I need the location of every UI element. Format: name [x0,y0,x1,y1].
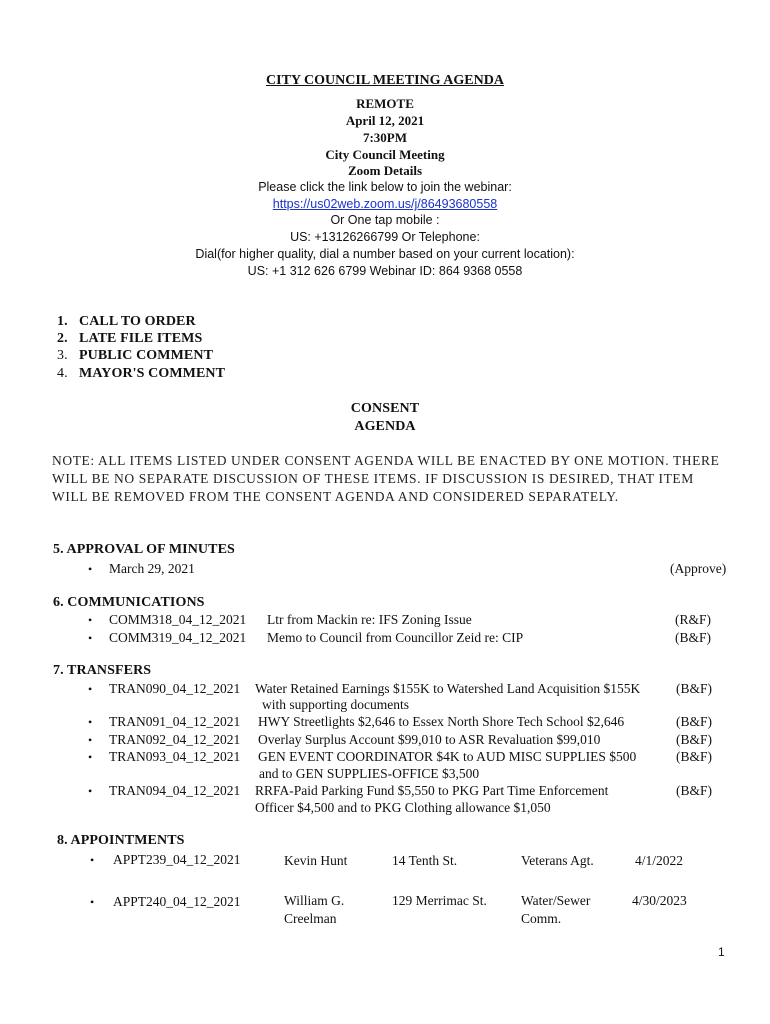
transfer-id: TRAN093_04_12_2021 [109,749,241,764]
appointee-name-cont: Creelman [284,911,337,926]
agenda-item-number: 3. [57,348,68,363]
webinar-link[interactable]: https://us02web.zoom.us/j/86493680558 [272,197,498,211]
communication-id: COMM318_04_12_2021 [109,612,247,627]
appointment-id: APPT240_04_12_2021 [113,894,241,909]
meeting-date: April 12, 2021 [345,113,425,128]
bullet-icon: • [88,682,93,696]
communication-ref: (R&F) [675,612,712,627]
us-phone: US: +13126266799 Or Telephone: [290,230,480,244]
minutes-action: (Approve) [670,561,727,576]
transfer-desc-cont: and to GEN SUPPLIES-OFFICE $3,500 [259,766,480,781]
transfer-id: TRAN090_04_12_2021 [109,681,241,696]
transfer-desc: RRFA-Paid Parking Fund $5,550 to PKG Part Time Enforcement [255,783,609,798]
bullet-icon: • [88,784,93,798]
bullet-icon: • [90,853,95,867]
one-tap-mobile: Or One tap mobile : [330,213,440,227]
section-approval-of-minutes: 5. APPROVAL OF MINUTES [53,542,235,557]
appointment-board-cont: Comm. [521,911,562,926]
minutes-date: March 29, 2021 [109,561,195,576]
transfer-desc: HWY Streetlights $2,646 to Essex North Shore Tech School $2,646 [258,714,625,729]
transfer-ref: (B&F) [676,732,713,747]
agenda-item-late-file: LATE FILE ITEMS [79,331,203,346]
consent-heading-line1: CONSENT [350,401,420,416]
appointment-term-date: 4/30/2023 [632,893,687,908]
section-appointments: 8. APPOINTMENTS [57,833,185,848]
appointee-address: 14 Tenth St. [392,853,458,868]
bullet-icon: • [88,750,93,764]
agenda-item-mayors-comment: MAYOR'S COMMENT [79,366,226,381]
transfer-ref: (B&F) [676,749,713,764]
bullet-icon: • [88,613,93,627]
communication-desc: Memo to Council from Councillor Zeid re: CIP [267,630,524,645]
transfer-desc: Water Retained Earnings $155K to Watershed Land Acquisition $155K [255,681,641,696]
consent-note: NOTE: ALL ITEMS LISTED UNDER CONSENT AGENDA WILL BE ENACTED BY ONE MOTION. THERE WILL BE NO SEPARATE DISCUSSION OF THESE ITEMS. IF DISCUSSION IS DESIRED, THAT ITEM WILL BE REMOVED FROM THE CONSENT AGENDA AND CONSIDERED SEPARATELY. [52,453,720,504]
section-transfers: 7. TRANSFERS [53,663,152,678]
dial-instructions: Dial(for higher quality, dial a number based on your current location): [195,247,575,261]
bullet-icon: • [88,562,93,576]
transfer-ref: (B&F) [676,783,713,798]
transfer-desc: GEN EVENT COORDINATOR $4K to AUD MISC SUPPLIES $500 [258,749,637,764]
appointment-id: APPT239_04_12_2021 [113,852,241,867]
agenda-title: CITY COUNCIL MEETING AGENDA [266,73,504,88]
bullet-icon: • [88,733,93,747]
communication-ref: (B&F) [675,630,712,645]
section-communications: 6. COMMUNICATIONS [53,595,205,610]
transfer-id: TRAN094_04_12_2021 [109,783,241,798]
agenda-item-public-comment: PUBLIC COMMENT [79,348,214,363]
transfer-ref: (B&F) [676,681,713,696]
transfer-desc-cont: with supporting documents [262,697,409,712]
meeting-mode: REMOTE [356,96,414,111]
appointee-name: William G. [284,893,345,908]
bullet-icon: • [90,895,95,909]
agenda-item-number: 2. [57,331,68,346]
agenda-item-number: 1. [57,314,68,329]
bullet-icon: • [88,715,93,729]
appointee-address: 129 Merrimac St. [392,893,487,908]
transfer-desc-cont: Officer $4,500 and to PKG Clothing allowance $1,050 [255,800,551,815]
transfer-id: TRAN091_04_12_2021 [109,714,241,729]
meeting-time: 7:30PM [362,130,408,145]
communication-desc: Ltr from Mackin re: IFS Zoning Issue [267,612,472,627]
appointment-board: Veterans Agt. [521,853,594,868]
meeting-name: City Council Meeting [325,147,445,162]
agenda-item-call-to-order: CALL TO ORDER [79,314,196,329]
appointee-name: Kevin Hunt [284,853,348,868]
communication-id: COMM319_04_12_2021 [109,630,247,645]
page-number: 1 [718,945,725,959]
bullet-icon: • [88,631,93,645]
appointment-term-date: 4/1/2022 [635,853,684,868]
transfer-desc: Overlay Surplus Account $99,010 to ASR Revaluation $99,010 [258,732,601,747]
agenda-item-number: 4. [57,366,68,381]
webinar-id: US: +1 312 626 6799 Webinar ID: 864 9368 0558 [247,264,523,278]
appointment-board: Water/Sewer [521,893,591,908]
transfer-id: TRAN092_04_12_2021 [109,732,241,747]
transfer-ref: (B&F) [676,714,713,729]
zoom-details-heading: Zoom Details [347,163,423,178]
consent-heading-line2: AGENDA [354,419,416,434]
webinar-instructions: Please click the link below to join the webinar: [258,180,512,194]
